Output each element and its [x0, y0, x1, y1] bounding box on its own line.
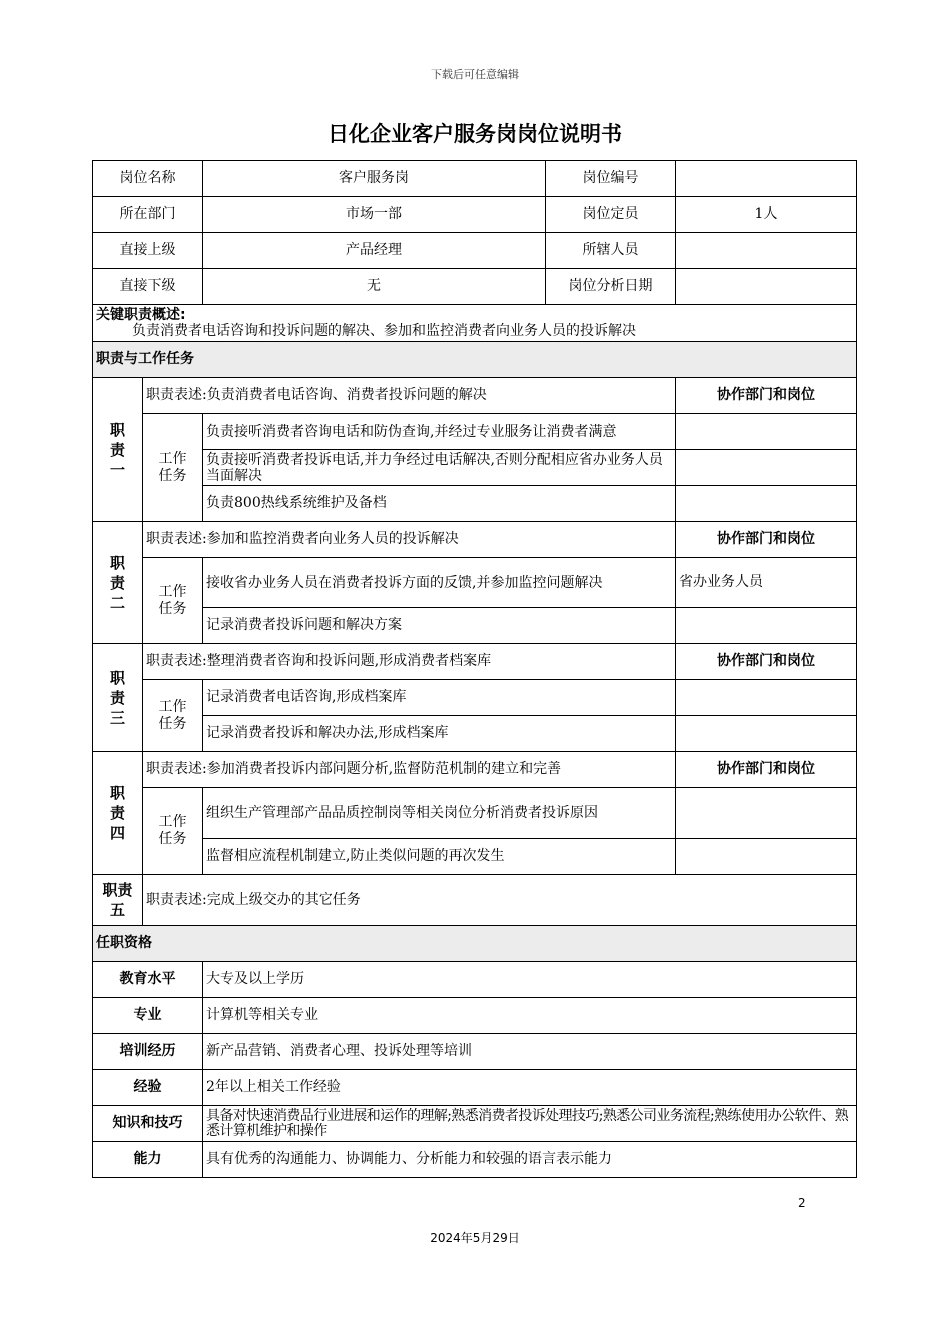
- task-text: 负责接听消费者咨询电话和防伪查询,并经过专业服务让消费者满意: [203, 414, 676, 450]
- qualification-value: 具备对快速消费品行业进展和运作的理解;熟悉消费者投诉处理技巧;熟悉公司业务流程;熟练使用办公软件、熟悉计算机维护和操作: [203, 1106, 857, 1142]
- duty-label: 职 责 一: [93, 378, 143, 522]
- duty-label: 职责 五: [93, 875, 143, 926]
- position-name-label: 岗位名称: [93, 161, 203, 197]
- qualifications-heading: 任职资格: [93, 926, 857, 962]
- position-code-value: [676, 161, 857, 197]
- analysis-date-value: [676, 269, 857, 305]
- duties-heading: 职责与工作任务: [93, 342, 857, 378]
- coop-header: 协作部门和岗位: [676, 378, 857, 414]
- duty-description: 职责表述:参加消费者投诉内部问题分析,监督防范机制的建立和完善: [143, 752, 676, 788]
- task-text: 负责接听消费者投诉电话,并力争经过电话解决,否则分配相应省办业务人员当面解决: [203, 450, 676, 486]
- task-text: 记录消费者投诉和解决办法,形成档案库: [203, 716, 676, 752]
- task-coop: [676, 450, 857, 486]
- qualification-value: 2年以上相关工作经验: [203, 1070, 857, 1106]
- task-text: 记录消费者电话咨询,形成档案库: [203, 680, 676, 716]
- subordinate-value: 无: [203, 269, 546, 305]
- duty-description: 职责表述:参加和监控消费者向业务人员的投诉解决: [143, 522, 676, 558]
- task-label: 工作 任务: [143, 788, 203, 875]
- qualification-label: 能力: [93, 1142, 203, 1178]
- task-coop: [676, 839, 857, 875]
- dept-label: 所在部门: [93, 197, 203, 233]
- qualification-label: 培训经历: [93, 1034, 203, 1070]
- info-row: [93, 269, 857, 305]
- coop-header: 协作部门和岗位: [676, 522, 857, 558]
- qualification-value: 大专及以上学历: [203, 962, 857, 998]
- summary-cell: [93, 305, 857, 342]
- summary-label: 关键职责概述:: [96, 307, 186, 323]
- analysis-date-label: 岗位分析日期: [546, 269, 676, 305]
- headcount-value: 1人: [676, 197, 857, 233]
- superior-value: 产品经理: [203, 233, 546, 269]
- task-coop: [676, 788, 857, 839]
- task-text: 组织生产管理部产品品质控制岗等相关岗位分析消费者投诉原因: [203, 788, 676, 839]
- task-text: 负责800热线系统维护及备档: [203, 486, 676, 522]
- task-coop: 省办业务人员: [676, 558, 857, 608]
- coop-header: 协作部门和岗位: [676, 644, 857, 680]
- task-label: 工作 任务: [143, 680, 203, 752]
- task-coop: [676, 716, 857, 752]
- position-code-label: 岗位编号: [546, 161, 676, 197]
- superior-label: 直接上级: [93, 233, 203, 269]
- subordinate-label: 直接下级: [93, 269, 203, 305]
- coop-header: 协作部门和岗位: [676, 752, 857, 788]
- info-row: [93, 161, 857, 197]
- duty-description: 职责表述:负责消费者电话咨询、消费者投诉问题的解决: [143, 378, 676, 414]
- job-description-table: [92, 160, 856, 1178]
- dept-value: 市场一部: [203, 197, 546, 233]
- task-coop: [676, 486, 857, 522]
- duty-label: 职 责 三: [93, 644, 143, 752]
- section-heading-row: [93, 342, 857, 378]
- info-row: [93, 197, 857, 233]
- duty-description: 职责表述:整理消费者咨询和投诉问题,形成消费者档案库: [143, 644, 676, 680]
- page-number: 2: [798, 1196, 806, 1210]
- qualification-label: 知识和技巧: [93, 1106, 203, 1142]
- page-title: 日化企业客户服务岗岗位说明书: [328, 122, 622, 146]
- task-label: 工作 任务: [143, 558, 203, 644]
- header-note: 下载后可任意编辑: [431, 68, 519, 81]
- qualification-value: 计算机等相关专业: [203, 998, 857, 1034]
- duty-description: 职责表述:完成上级交办的其它任务: [143, 875, 857, 926]
- position-name-value: 客户服务岗: [203, 161, 546, 197]
- qualification-label: 经验: [93, 1070, 203, 1106]
- summary-text: 负责消费者电话咨询和投诉问题的解决、参加和监控消费者向业务人员的投诉解决: [132, 323, 636, 339]
- qualification-value: 具有优秀的沟通能力、协调能力、分析能力和较强的语言表示能力: [203, 1142, 857, 1178]
- managed-label: 所辖人员: [546, 233, 676, 269]
- qualification-label: 专业: [93, 998, 203, 1034]
- task-text: 接收省办业务人员在消费者投诉方面的反馈,并参加监控问题解决: [203, 558, 676, 608]
- task-label: 工作 任务: [143, 414, 203, 522]
- task-text: 记录消费者投诉问题和解决方案: [203, 608, 676, 644]
- section-heading-row: [93, 926, 857, 962]
- qualification-label: 教育水平: [93, 962, 203, 998]
- duty-label: 职 责 二: [93, 522, 143, 644]
- task-coop: [676, 414, 857, 450]
- managed-value: [676, 233, 857, 269]
- footer-date: 2024年5月29日: [430, 1231, 520, 1245]
- info-row: [93, 233, 857, 269]
- summary-row: [93, 305, 857, 342]
- task-text: 监督相应流程机制建立,防止类似问题的再次发生: [203, 839, 676, 875]
- task-coop: [676, 608, 857, 644]
- headcount-label: 岗位定员: [546, 197, 676, 233]
- duty-label: 职 责 四: [93, 752, 143, 875]
- qualification-value: 新产品营销、消费者心理、投诉处理等培训: [203, 1034, 857, 1070]
- task-coop: [676, 680, 857, 716]
